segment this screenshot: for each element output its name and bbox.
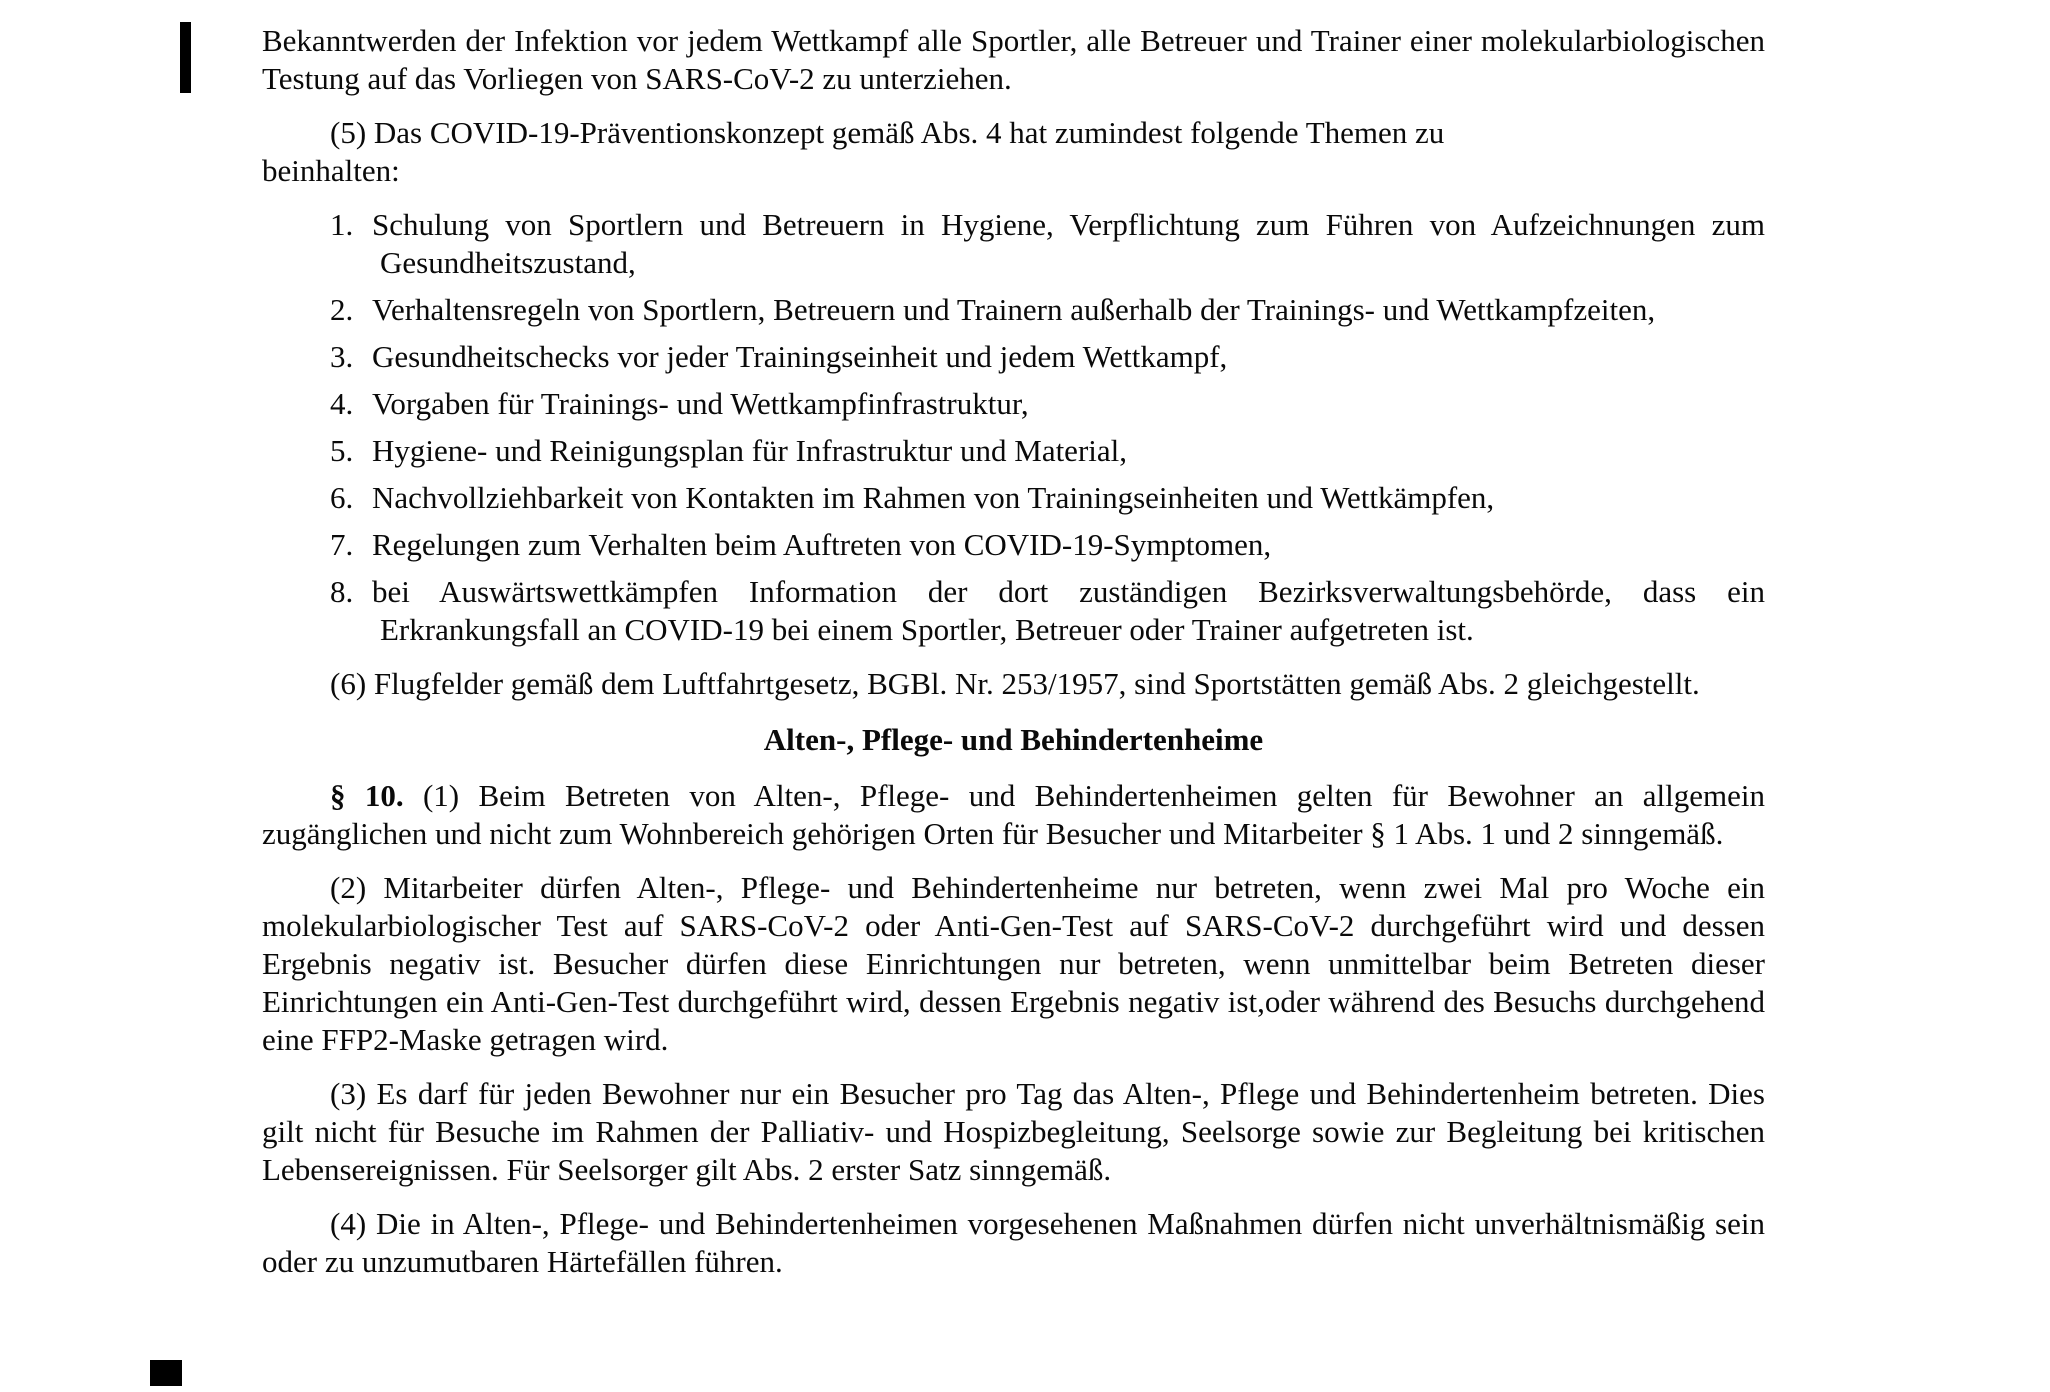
list-item-text: Schulung von Sportlern und Betreuern in Hygiene, Verpflichtung zum Führen von Aufzeichnungen zum Gesundheitszustand, xyxy=(372,207,1765,280)
list-item-text: Gesundheitschecks vor jeder Trainingseinheit und jedem Wettkampf, xyxy=(372,339,1228,374)
list-item-number: 5. xyxy=(330,433,354,468)
list-item-number: 1. xyxy=(330,207,354,242)
list-item-text: bei Auswärtswettkämpfen Information der dort zuständigen Bezirksverwaltungsbehörde, dass ein Erkrankungsfall an COVID-19 bei einem Sportler, Betreuer oder Trainer aufgetreten ist. xyxy=(372,574,1765,647)
list-item-number: 2. xyxy=(330,292,354,327)
list-item xyxy=(330,338,1765,376)
paragraph-abs-6: (6) Flugfelder gemäß dem Luftfahrtgesetz, BGBl. Nr. 253/1957, sind Sportstätten gemäß Abs. 2 gleichgestellt. xyxy=(330,666,1700,701)
list-item-text: Verhaltensregeln von Sportlern, Betreuern und Trainern außerhalb der Trainings- und Wettkampfzeiten, xyxy=(372,292,1656,327)
list-item-number: 7. xyxy=(330,527,354,562)
scan-artifact-bottom xyxy=(150,1360,182,1386)
list-item-text: Vorgaben für Trainings- und Wettkampfinfrastruktur, xyxy=(372,386,1029,421)
list-item-text: Nachvollziehbarkeit von Kontakten im Rahmen von Trainingseinheiten und Wettkämpfen, xyxy=(372,480,1495,515)
list-item xyxy=(330,432,1765,470)
list-item xyxy=(330,385,1765,423)
paragraph-10-1-text: (1) Beim Betreten von Alten-, Pflege- und Behindertenheimen gelten für Bewohner an allgemein zugänglichen und nicht zum Wohnbereich gehörigen Orten für Besucher und Mitarbeiter § 1 Abs. 1 und 2 sinngemäß. xyxy=(262,778,1765,851)
document-page-content xyxy=(262,0,1765,1297)
list-item-number: 6. xyxy=(330,480,354,515)
paragraph-abs-5 xyxy=(262,114,1765,190)
list-item-text: Hygiene- und Reinigungsplan für Infrastruktur und Material, xyxy=(372,433,1128,468)
paragraph-abs-5-line2: beinhalten: xyxy=(262,153,400,188)
list-item-number: 3. xyxy=(330,339,354,374)
list-item xyxy=(330,573,1765,649)
list-item-number: 4. xyxy=(330,386,354,421)
paragraph-10-4: (4) Die in Alten-, Pflege- und Behindertenheimen vorgesehenen Maßnahmen dürfen nicht unverhältnismäßig sein oder zu unzumutbaren Härtefällen führen. xyxy=(262,1206,1765,1279)
list-item xyxy=(330,526,1765,564)
list-item xyxy=(330,206,1765,282)
section-10-label: § 10. xyxy=(330,778,423,813)
prevention-topics-list xyxy=(262,206,1765,649)
list-item xyxy=(330,291,1765,329)
paragraph-10-3: (3) Es darf für jeden Bewohner nur ein Besucher pro Tag das Alten-, Pflege und Behindertenheim betreten. Dies gilt nicht für Besuche im Rahmen der Palliativ- und Hospizbegleitung, Seelsorge sowie zur Begleitung bei kritischen Lebensereignissen. Für Seelsorger gilt Abs. 2 erster Satz sinngemäß. xyxy=(262,1076,1765,1187)
list-item-number: 8. xyxy=(330,574,354,609)
scan-artifact-top xyxy=(180,22,191,93)
section-heading: Alten-, Pflege- und Behindertenheime xyxy=(763,722,1264,757)
paragraph-abs-5-line1: (5) Das COVID-19-Präventionskonzept gemäß Abs. 4 hat zumindest folgende Themen zu xyxy=(330,115,1445,150)
paragraph-10-1 xyxy=(262,777,1765,853)
list-item-text: Regelungen zum Verhalten beim Auftreten von COVID-19-Symptomen, xyxy=(372,527,1272,562)
paragraph-10-2: (2) Mitarbeiter dürfen Alten-, Pflege- und Behindertenheime nur betreten, wenn zwei Mal pro Woche ein molekularbiologischer Test auf SARS-CoV-2 oder Anti-Gen-Test auf SARS-CoV-2 durchgeführt wird und dessen Ergebnis negativ ist. Besucher dürfen diese Einrichtungen nur betreten, wenn unmittelbar beim Betreten dieser Einrichtungen ein Anti-Gen-Test durchgeführt wird, dessen Ergebnis negativ ist,oder während des Besuchs durchgehend eine FFP2-Maske getragen wird. xyxy=(262,870,1765,1057)
list-item xyxy=(330,479,1765,517)
paragraph-continuation: Bekanntwerden der Infektion vor jedem Wettkampf alle Sportler, alle Betreuer und Trainer einer molekularbiologischen Testung auf das Vorliegen von SARS-CoV-2 zu unterziehen. xyxy=(262,23,1765,96)
